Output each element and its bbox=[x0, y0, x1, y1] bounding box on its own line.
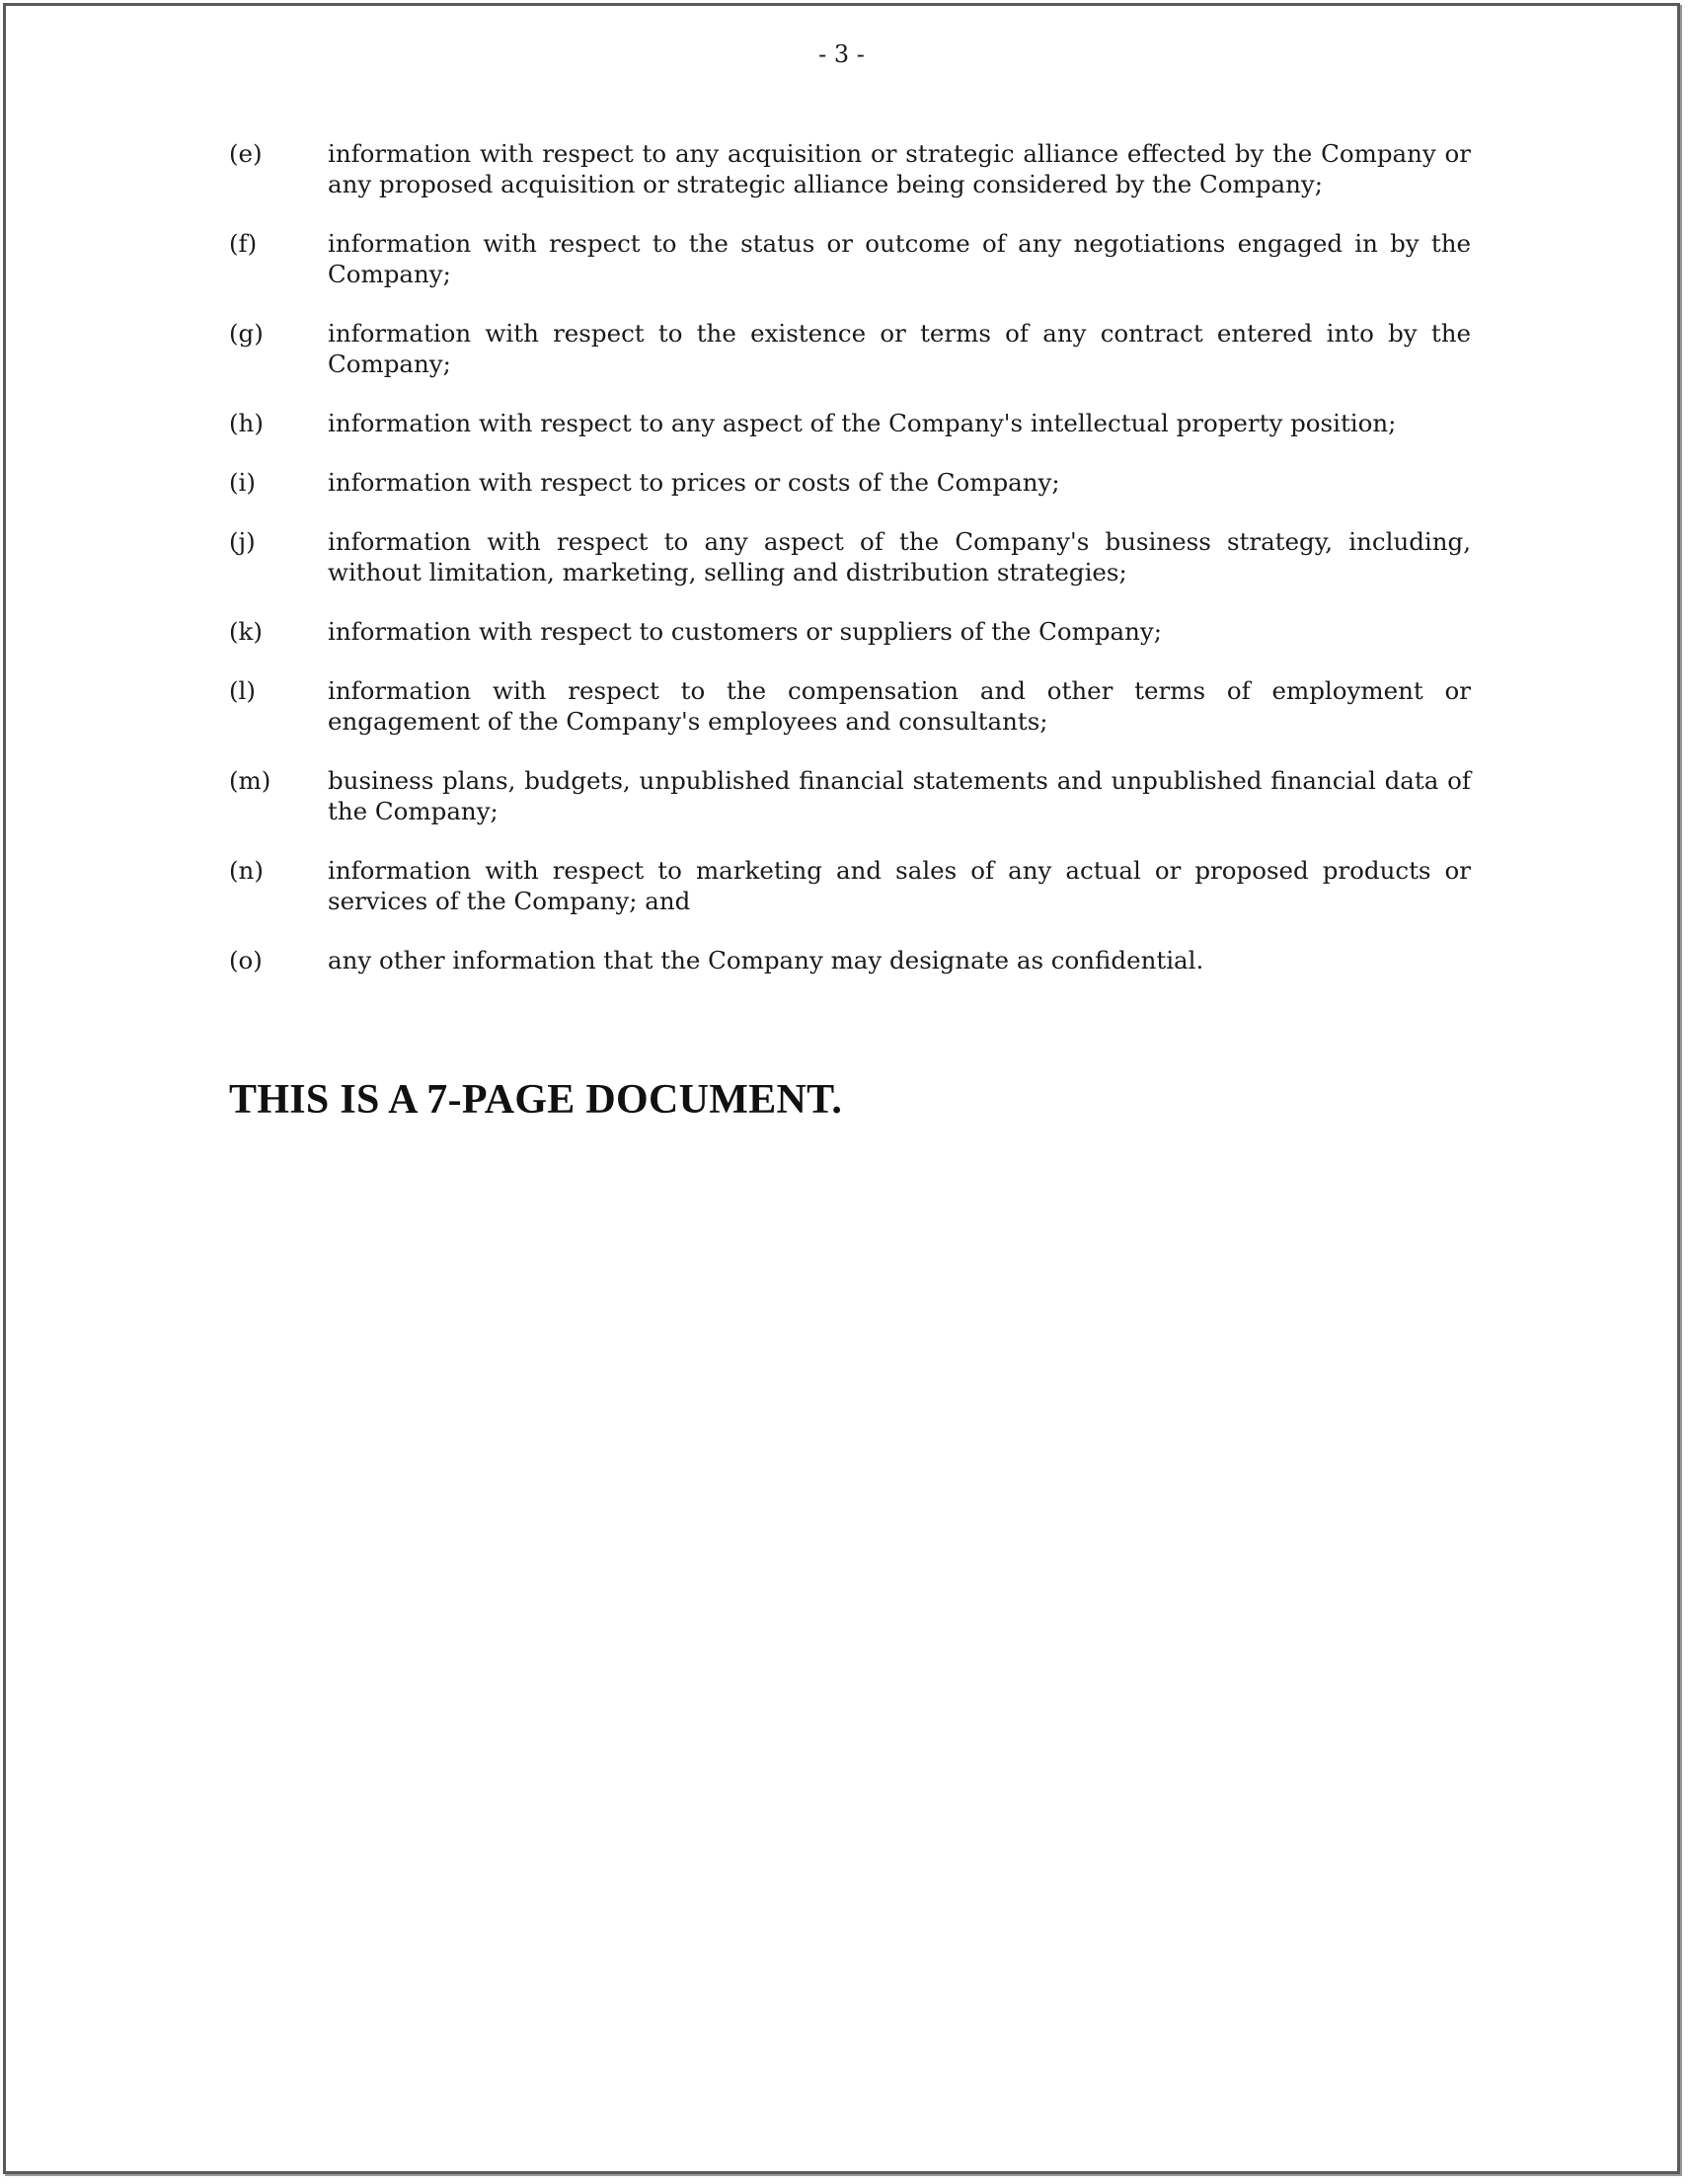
list-item bbox=[229, 675, 1471, 737]
item-label: (j) bbox=[229, 527, 256, 556]
item-label: (f) bbox=[229, 229, 258, 258]
page-count-notice: THIS IS A 7-PAGE DOCUMENT. bbox=[229, 1077, 843, 1123]
item-text: information with respect to any aspect of the Company's intellectual property position; bbox=[328, 409, 1397, 437]
item-text: information with respect to any aspect of the Company's business strategy, including, without limitation, marketing, selling and distribution strategies; bbox=[328, 527, 1471, 586]
item-label: (i) bbox=[229, 468, 256, 497]
item-label: (k) bbox=[229, 617, 263, 646]
item-text: information with respect to any acquisition or strategic alliance effected by the Company or any proposed acquisition or strategic alliance being considered by the Company; bbox=[328, 139, 1471, 198]
item-text: information with respect to marketing and sales of any actual or proposed products or services of the Company; and bbox=[328, 856, 1471, 915]
list-item bbox=[229, 945, 1471, 975]
item-text: information with respect to the status or outcome of any negotiations engaged in by the Company; bbox=[328, 229, 1471, 288]
item-text: information with respect to the compensation and other terms of employment or engagement of the Company's employees and consultants; bbox=[328, 676, 1471, 736]
item-text: business plans, budgets, unpublished financial statements and unpublished financial data of the Company; bbox=[328, 766, 1471, 825]
item-label: (o) bbox=[229, 946, 263, 975]
list-item bbox=[229, 616, 1471, 647]
list-item bbox=[229, 765, 1471, 826]
document-page bbox=[3, 3, 1680, 2174]
item-text: information with respect to customers or suppliers of the Company; bbox=[328, 617, 1162, 646]
item-text: information with respect to the existence or terms of any contract entered into by the Company; bbox=[328, 319, 1471, 378]
list-item bbox=[229, 228, 1471, 289]
list-item bbox=[229, 467, 1471, 498]
item-label: (h) bbox=[229, 409, 264, 437]
list-item bbox=[229, 408, 1471, 438]
item-label: (g) bbox=[229, 319, 264, 348]
item-label: (m) bbox=[229, 766, 271, 795]
list-item bbox=[229, 318, 1471, 379]
item-text: any other information that the Company may designate as confidential. bbox=[328, 946, 1204, 975]
item-label: (l) bbox=[229, 676, 256, 705]
page-number: - 3 - bbox=[818, 40, 865, 68]
list-item bbox=[229, 138, 1471, 199]
list-item bbox=[229, 526, 1471, 587]
item-label: (e) bbox=[229, 139, 263, 168]
item-text: information with respect to prices or costs of the Company; bbox=[328, 468, 1060, 497]
clause-list bbox=[229, 138, 1471, 1004]
item-label: (n) bbox=[229, 856, 264, 885]
list-item bbox=[229, 855, 1471, 916]
